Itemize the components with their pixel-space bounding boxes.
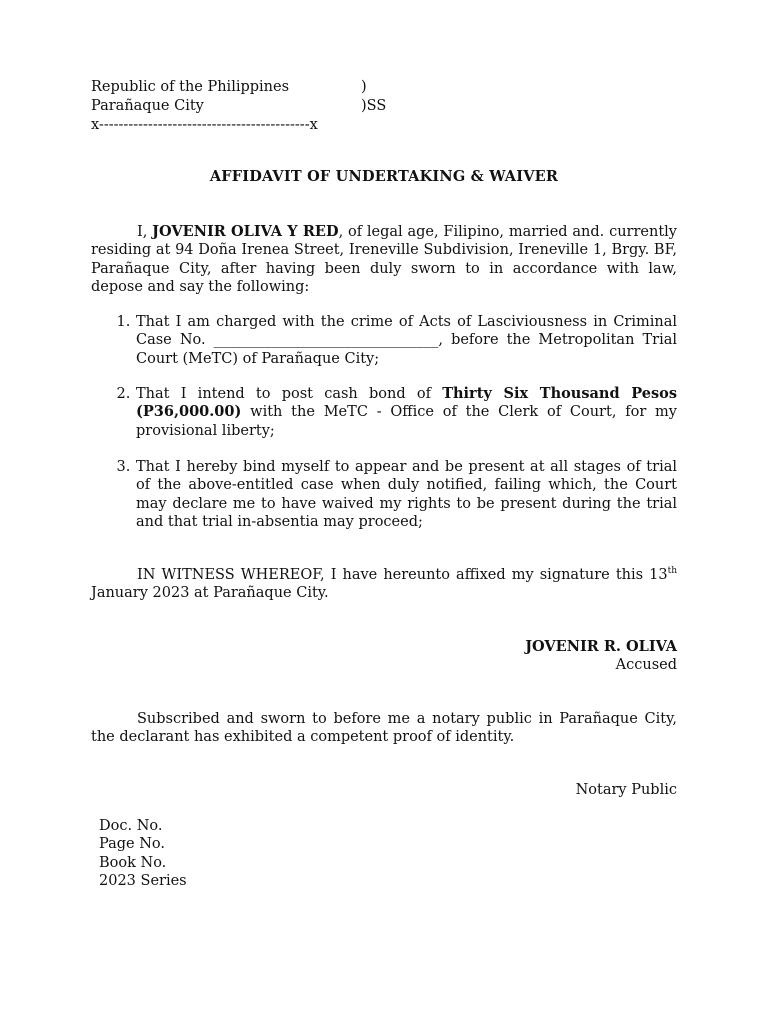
undertaking-item-2 (91, 385, 677, 440)
doc-no: Doc. No. (99, 818, 163, 834)
notary-label: Notary Public (575, 782, 677, 798)
venue-divider: x-------------------------------------------x (91, 117, 318, 133)
witness-post: January 2023 at Parañaque City. (91, 585, 329, 602)
item-text-post: with the MeTC - Office of the Clerk of Court, for my provisional liberty; (136, 404, 677, 439)
undertaking-item-3 (91, 458, 677, 531)
list-item (91, 458, 677, 531)
item-number: 1. (116, 314, 131, 330)
document-title: AFFIDAVIT OF UNDERTAKING & WAIVER (209, 168, 559, 185)
venue-ss: )SS (361, 98, 387, 114)
bond-amount: Thirty Six Thousand Pesos (P36,000.00) (136, 385, 677, 421)
list-item (91, 313, 677, 368)
item-text: That I am charged with the crime of Acts of Lasciviousness in Criminal Case No. _______________________________, before the Metropolitan Trial Court (MeTC) of Parañaque City; (136, 314, 677, 367)
intro-pre: I, (137, 224, 153, 240)
witness-ordinal: th (667, 566, 677, 577)
item-text (136, 385, 677, 440)
venue-city: Parañaque City (91, 98, 204, 114)
item-number: 2. (116, 386, 131, 402)
item-text: That I hereby bind myself to appear and be present at all stages of trial of the above-entitled case when duly notified, failing which, the Court may declare me to have waived my rights to be present during the trial and that trial in-absentia may proceed; (136, 459, 677, 530)
jurat-paragraph: Subscribed and sworn to before me a notary public in Parañaque City, the declarant has exhibited a competent proof of identity. (91, 711, 677, 746)
list-item (91, 385, 677, 440)
venue-row-country (91, 78, 386, 97)
notarial-register (99, 817, 187, 890)
page-no: Page No. (99, 836, 165, 853)
venue-country: Republic of the Philippines (91, 79, 290, 95)
item-text-pre: That I intend to post cash bond of (136, 386, 443, 402)
intro-paragraph (91, 223, 677, 296)
intro-post: , of legal age, Filipino, married and. currently residing at 94 Doña Irenea Street, Ireneville Subdivision, Ireneville 1, Brgy. BF, Parañaque City, after having been duly sworn to in accordance with law, depose and say the following: (91, 224, 677, 295)
series: 2023 Series (99, 872, 187, 889)
witness-pre: IN WITNESS WHEREOF, I have hereunto affixed my signature this 13 (137, 567, 668, 583)
venue-row-city (91, 97, 386, 116)
witness-paragraph (91, 566, 677, 603)
item-number: 3. (116, 459, 131, 475)
affiant-name: JOVENIR OLIVA Y RED (152, 223, 339, 240)
venue-block (91, 78, 386, 135)
undertaking-item-1 (91, 313, 677, 368)
signatory-name: JOVENIR R. OLIVA (525, 638, 677, 655)
signature-block (525, 637, 677, 675)
book-no: Book No. (99, 854, 167, 871)
signatory-role: Accused (615, 657, 677, 673)
venue-bracket: ) (361, 79, 367, 95)
